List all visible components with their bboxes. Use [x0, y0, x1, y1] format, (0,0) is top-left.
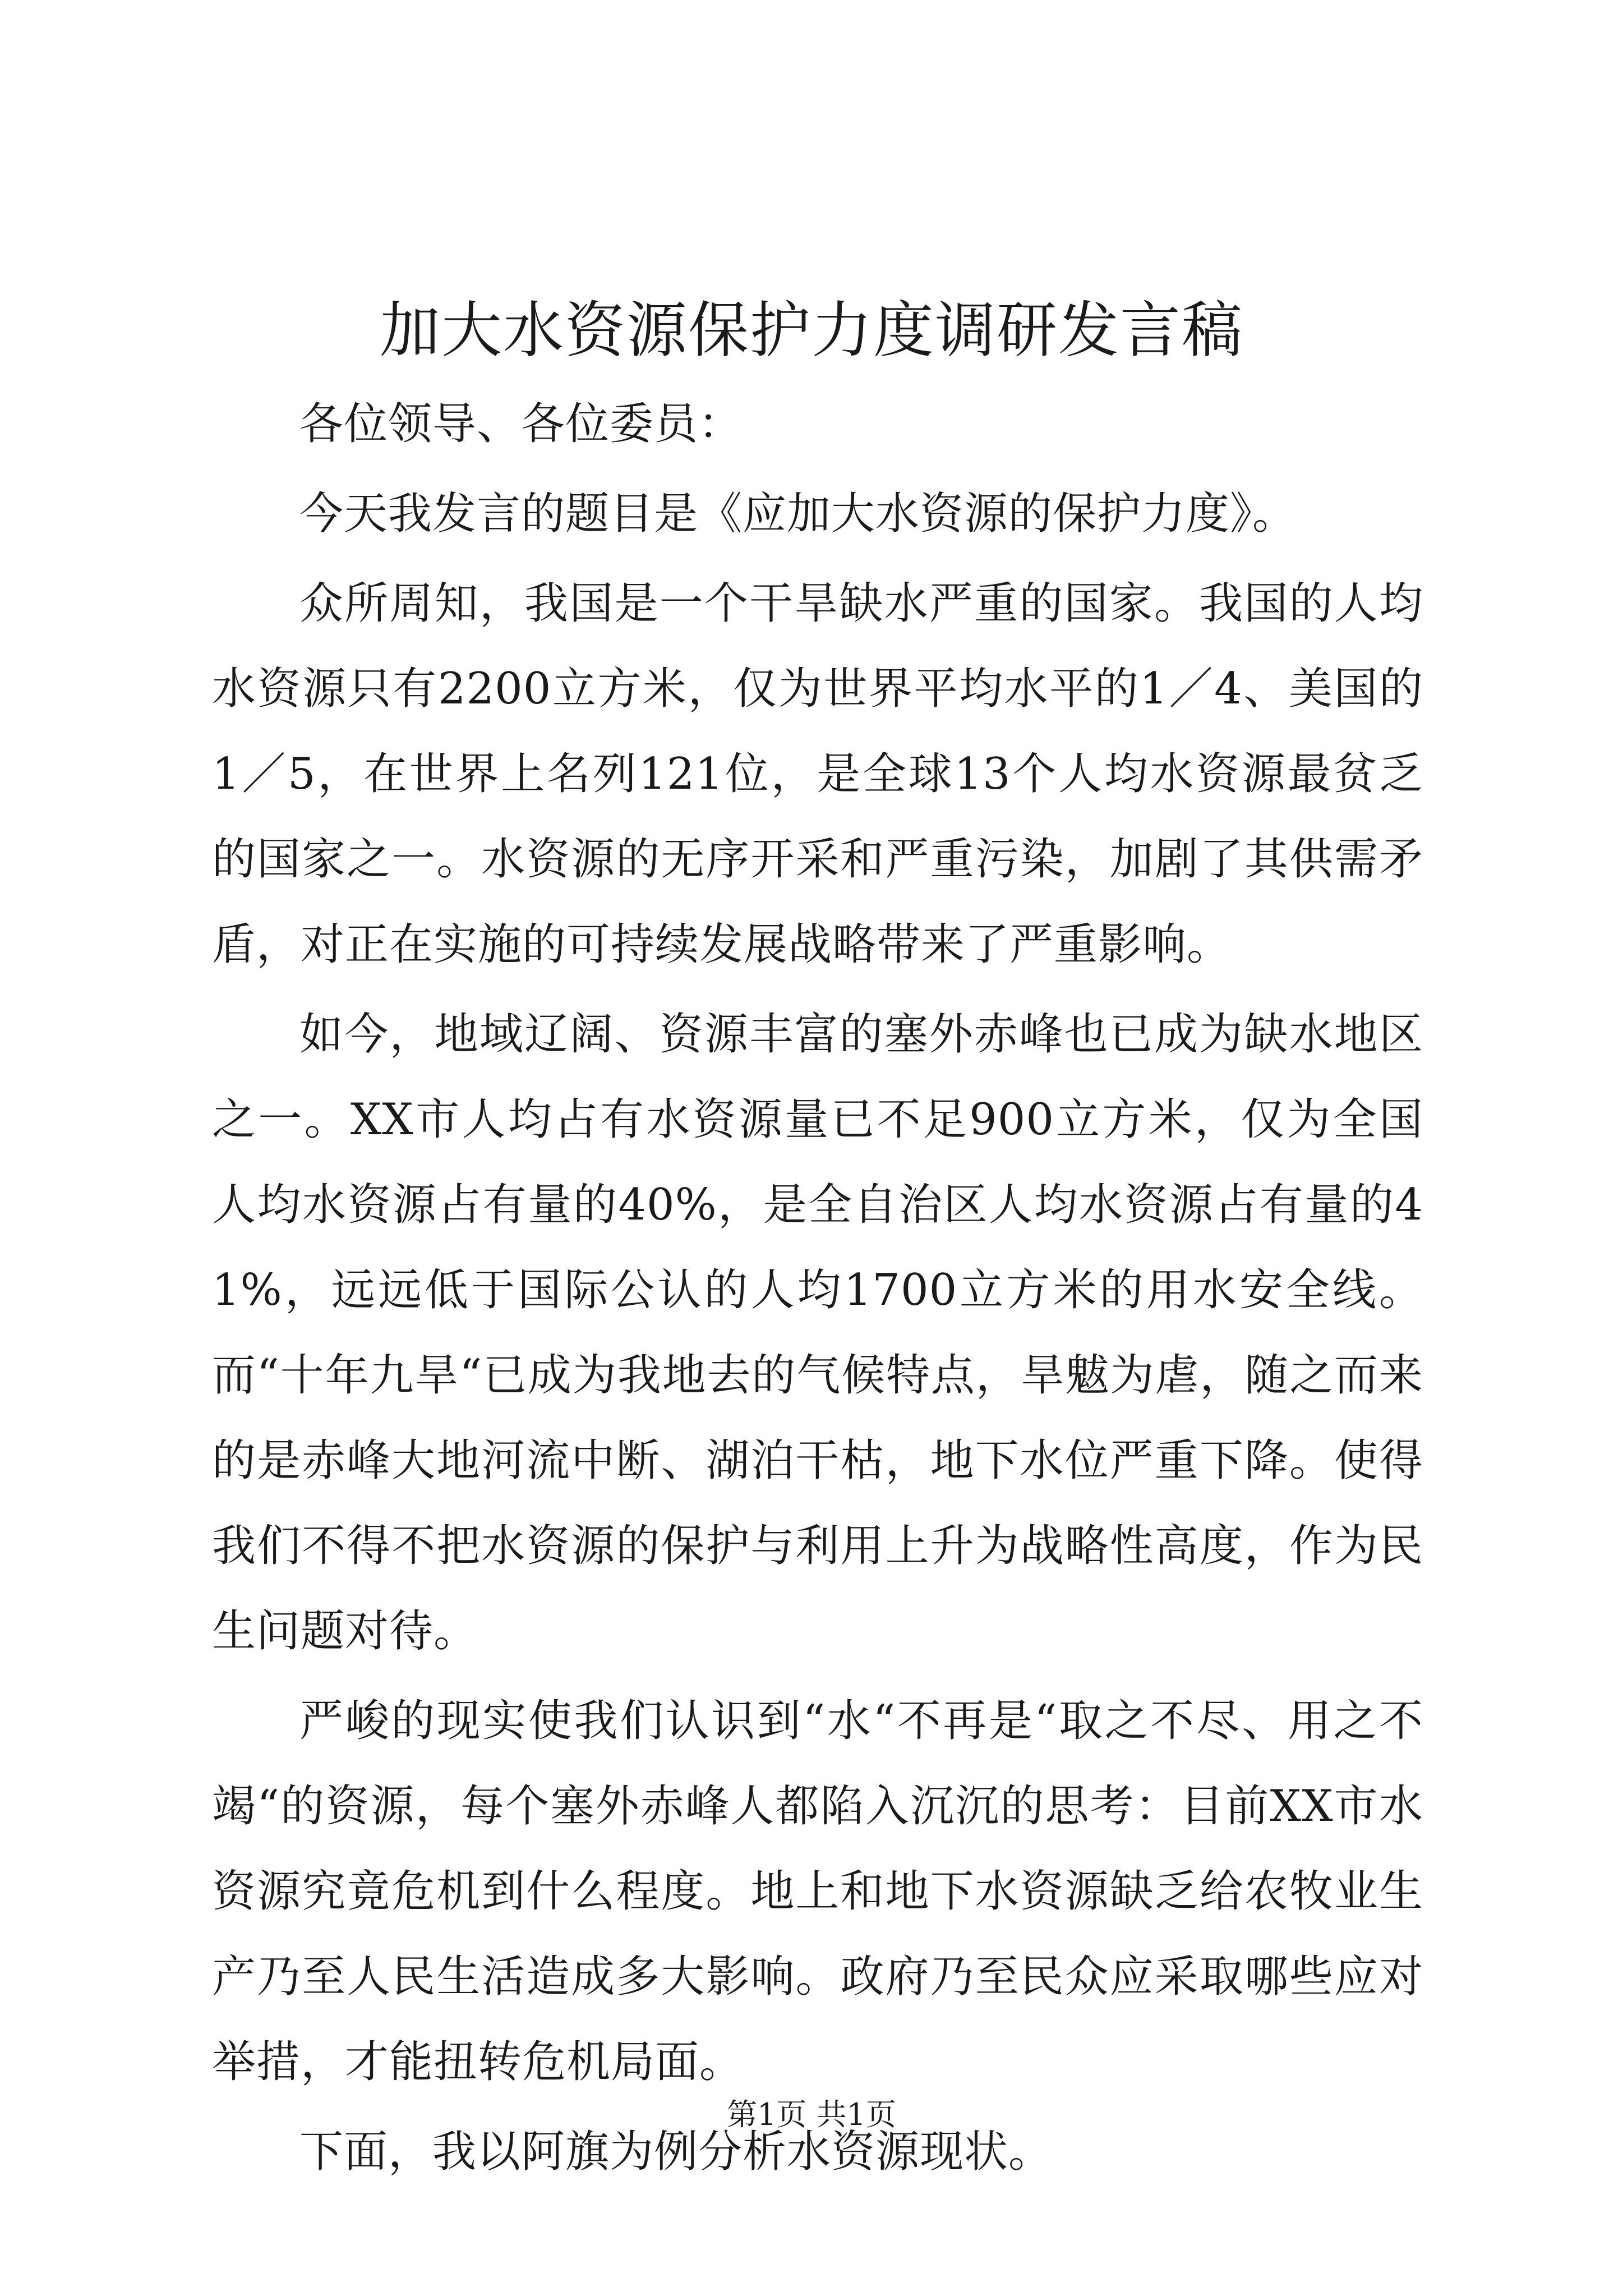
paragraph-salutation: 各位领导、各位委员：	[299, 399, 743, 449]
document-body	[212, 381, 1423, 2199]
paragraph-reflection: 严峻的现实使我们认识到“水“不再是“取之不尽、用之不竭“的资源，每个塞外赤峰人都陷入沉沉的思考：目前XX市水资源究竟危机到什么程度。地上和地下水资源缺乏给农牧业生产乃至人民生活造成多大影响。政府乃至民众应采取哪些应对举措，才能扭转危机局面。	[212, 1696, 1423, 2087]
paragraph-topic: 今天我发言的题目是《应加大水资源的保护力度》。	[299, 489, 1297, 539]
page-footer: 第1页 共1页	[727, 2097, 896, 2132]
paragraph-transition: 下面，我以阿旗为例分析水资源现状。	[299, 2127, 1053, 2177]
paragraph-national-situation: 众所周知，我国是一个干旱缺水严重的国家。我国的人均水资源只有2200立方米，仅为世界平均水平的1／4、美国的1／5，在世界上名列121位，是全球13个人均水资源最贫乏的国家之一。水资源的无序开采和严重污染，加剧了其供需矛盾，对正在实施的可持续发展战略带来了严重影响。	[212, 578, 1423, 970]
paragraph-local-situation: 如今，地域辽阔、资源丰富的塞外赤峰也已成为缺水地区之一。XX市人均占有水资源量已不足900立方米，仅为全国人均水资源占有量的40%，是全自治区人均水资源占有量的41%，远远低于国际公认的人均1700立方米的用水安全线。而“十年九旱“已成为我地去的气候特点，旱魃为虐，随之而来的是赤峰大地河流中断、湖泊干枯，地下水位严重下降。使得我们不得不把水资源的保护与利用上升为战略性高度，作为民生问题对待。	[212, 1009, 1423, 1657]
document-title: 加大水资源保护力度调研发言稿	[379, 296, 1243, 366]
